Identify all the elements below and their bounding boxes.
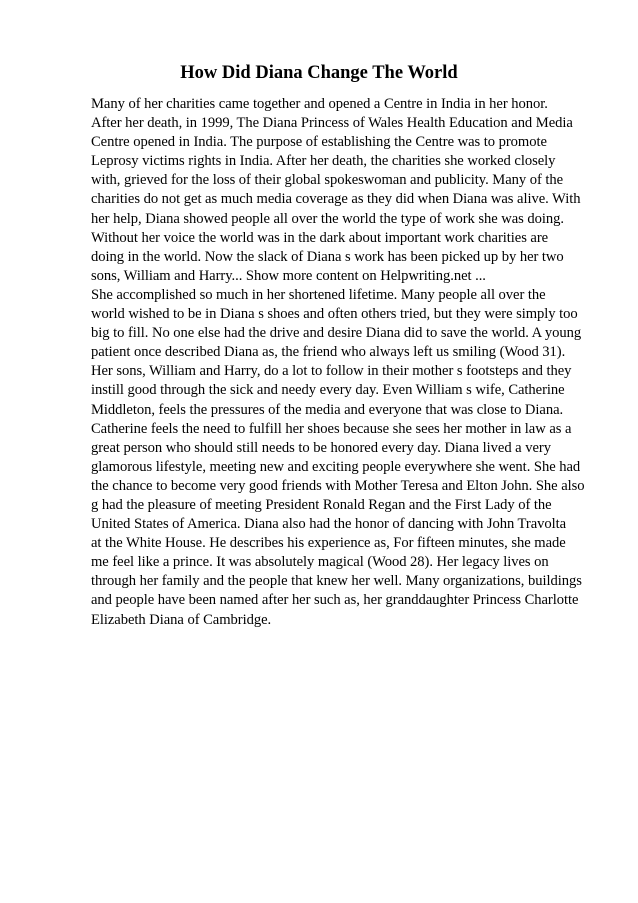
body-line: Without her voice the world was in the dark about important work charities are: [91, 229, 549, 246]
body-line: through her family and the people that knew her well. Many organizations, buildings: [91, 573, 582, 590]
body-line: After her death, in 1999, The Diana Princess of Wales Health Education and Media: [91, 115, 573, 132]
document-title: How Did Diana Change The World: [180, 63, 458, 83]
body-line: instill good through the sick and needy every day. Even William s wife, Catherine: [91, 382, 565, 399]
body-line: world wished to be in Diana s shoes and often others tried, but they were simply too: [91, 306, 578, 323]
body-line: Leprosy victims rights in India. After her death, the charities she worked closely: [91, 153, 556, 170]
body-line: great person who should still needs to be honored every day. Diana lived a very: [91, 439, 551, 456]
body-line: Her sons, William and Harry, do a lot to follow in their mother s footsteps and they: [91, 363, 572, 380]
body-line: Middleton, feels the pressures of the media and everyone that was close to Diana.: [91, 401, 564, 418]
body-line: the chance to become very good friends with Mother Teresa and Elton John. She also: [91, 477, 585, 494]
body-line: doing in the world. Now the slack of Diana s work has been picked up by her two: [91, 248, 564, 265]
body-line: Centre opened in India. The purpose of establishing the Centre was to promote: [91, 134, 547, 151]
body-line: Catherine feels the need to fulfill her shoes because she sees her mother in law as a: [91, 420, 572, 437]
body-line: charities do not get as much media coverage as they did when Diana was alive. With: [91, 191, 581, 208]
body-line: me feel like a prince. It was absolutely magical (Wood 28). Her legacy lives on: [91, 554, 549, 571]
body-line: g had the pleasure of meeting President Ronald Regan and the First Lady of the: [91, 496, 552, 513]
body-line: Many of her charities came together and opened a Centre in India in her honor.: [91, 96, 548, 112]
body-line: sons, William and Harry... Show more content on Helpwriting.net ...: [91, 267, 486, 284]
body-line: glamorous lifestyle, meeting new and exciting people everywhere she went. She had: [91, 458, 581, 475]
body-line: and people have been named after her such as, her granddaughter Princess Charlotte: [91, 592, 579, 609]
body-line: She accomplished so much in her shortened lifetime. Many people all over the: [91, 286, 546, 303]
document-body: [91, 95, 631, 630]
body-line: Elizabeth Diana of Cambridge.: [91, 611, 272, 628]
body-line: her help, Diana showed people all over the world the type of work she was doing.: [91, 210, 565, 227]
body-line: United States of America. Diana also had the honor of dancing with John Travolta: [91, 516, 567, 533]
body-line: with, grieved for the loss of their global spokeswoman and publicity. Many of the: [91, 172, 564, 189]
body-line: patient once described Diana as, the friend who always left us smiling (Wood 31).: [91, 344, 566, 361]
body-line: at the White House. He describes his experience as, For fifteen minutes, she made: [91, 535, 566, 552]
body-line: big to fill. No one else had the drive and desire Diana did to save the world. A young: [91, 325, 582, 342]
